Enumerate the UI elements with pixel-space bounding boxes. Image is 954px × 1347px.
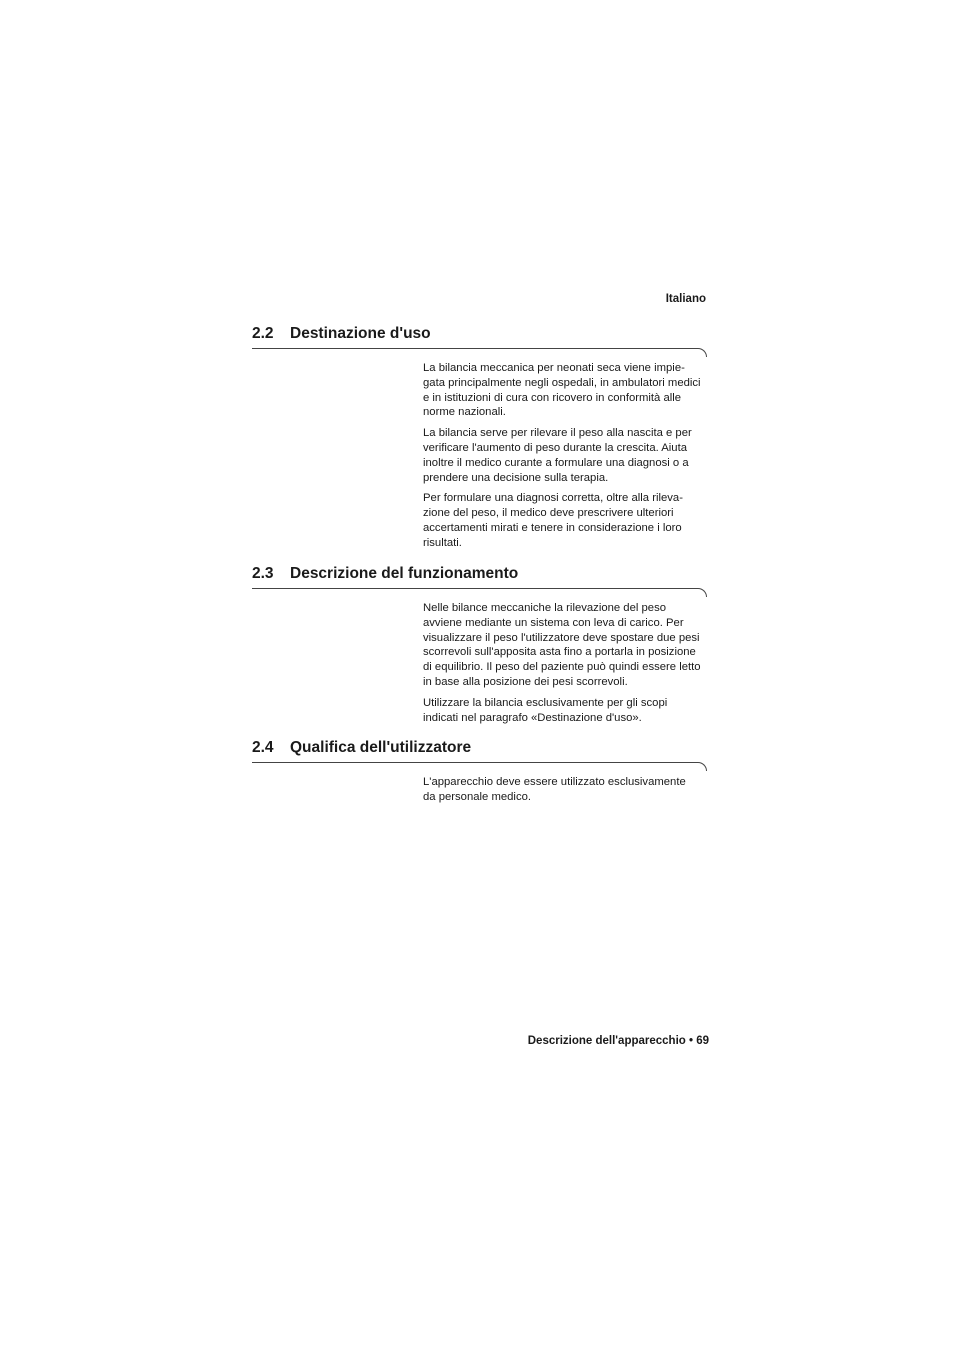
page-footer: Descrizione dell'apparecchio • 69 <box>527 1035 709 1047</box>
paragraph: Utilizzare la bilancia esclusivamente per gli scopi indicati nel paragrafo «Destinazione d'uso». <box>423 696 668 724</box>
paragraph: Nelle bilance meccaniche la rilevazione del peso avviene mediante un sistema con leva di carico. Per visualizzare il peso l'utilizzatore deve spostare due pesi scorrevoli sull'apposita asta fino a portarla in posizione di equilibrio. Il peso del paziente può quindi essere letto in base alla posizione dei pesi scorrevoli. <box>423 602 701 688</box>
section-title: Destinazione d'uso <box>290 325 431 342</box>
section-body <box>423 775 711 805</box>
paragraph: L'apparecchio deve essere utilizzato esclusivamente da personale medico. <box>423 776 686 803</box>
section-qualifica-utilizzatore <box>252 739 707 811</box>
section-number: 2.4 <box>252 739 274 756</box>
section-divider <box>252 588 707 597</box>
section-body <box>423 601 711 725</box>
section-body <box>423 361 711 551</box>
section-divider <box>252 348 707 357</box>
section-descrizione-funzionamento <box>252 565 707 731</box>
section-number: 2.3 <box>252 565 274 582</box>
section-heading <box>252 565 707 583</box>
section-destinazione-uso <box>252 325 707 557</box>
paragraph: La bilancia serve per rilevare il peso alla nascita e per verificare l'aumento di peso durante la crescita. Aiuta inoltre il medico curante a formulare una diagnosi o a prendere una decisione sulla terapia. <box>423 427 692 484</box>
language-label: Italiano <box>665 293 706 305</box>
section-divider <box>252 762 707 771</box>
section-number: 2.2 <box>252 325 274 342</box>
paragraph: Per formulare una diagnosi corretta, oltre alla rileva- zione del peso, il medico deve prescrivere ulteriori accertamenti mirati e tenere in considerazione i loro risultati. <box>423 492 683 549</box>
section-title: Descrizione del funzionamento <box>290 565 519 582</box>
section-title: Qualifica dell'utilizzatore <box>290 739 472 756</box>
paragraph: La bilancia meccanica per neonati seca viene impie- gata principalmente negli ospedali, in ambulatori medici e in istituzioni di cura con ricovero in conformità alle norme nazionali. <box>423 362 701 419</box>
section-heading <box>252 739 707 757</box>
section-heading <box>252 325 707 343</box>
